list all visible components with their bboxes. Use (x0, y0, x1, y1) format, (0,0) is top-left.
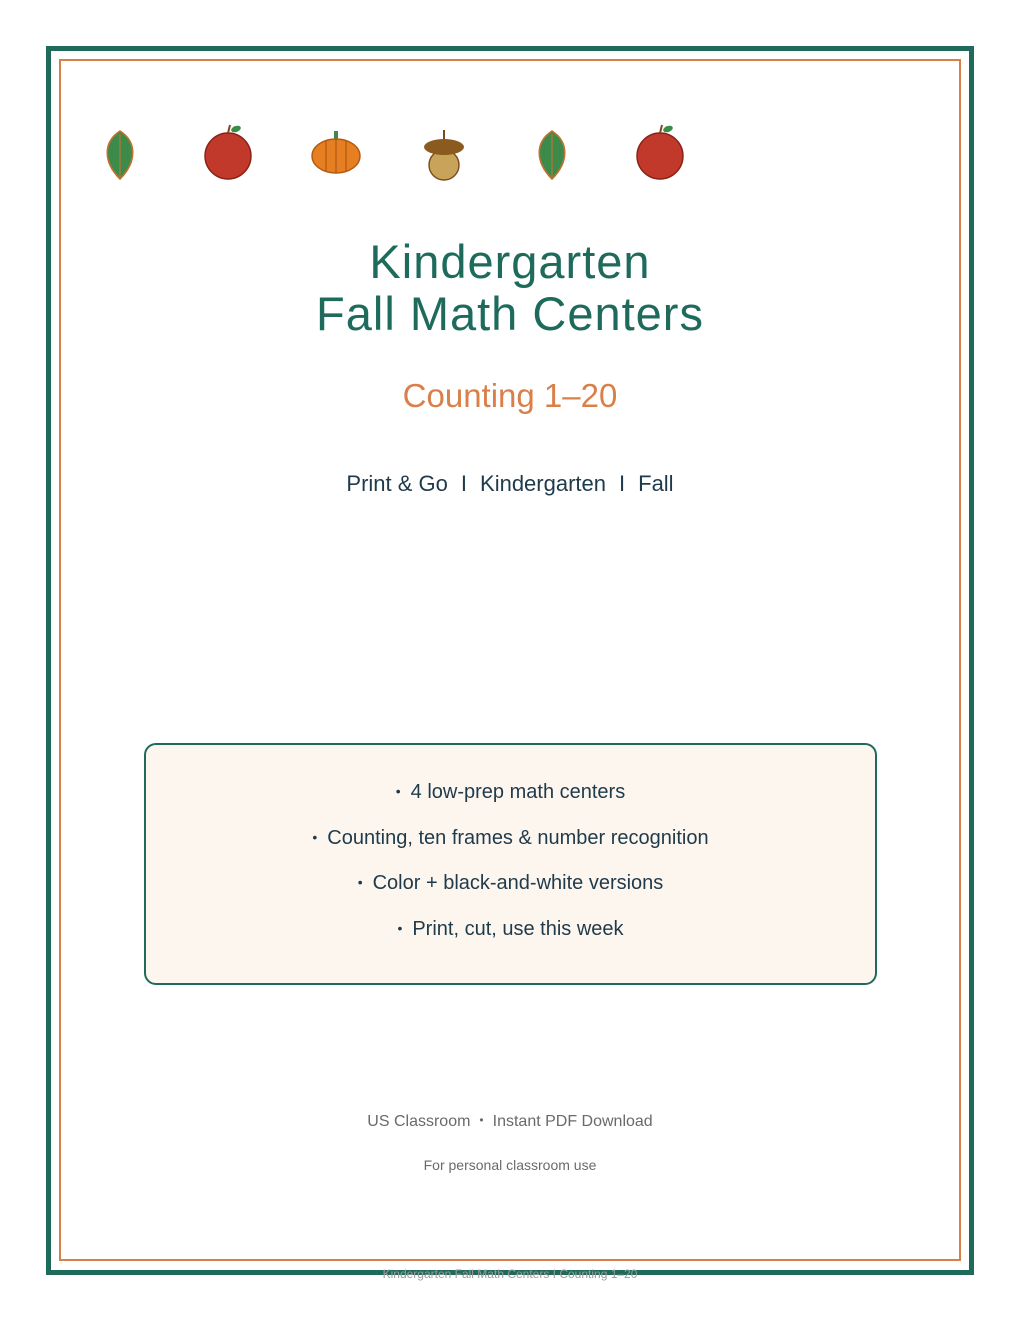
tag-line (0, 470, 1020, 498)
title-line-2: Fall Math Centers (316, 287, 704, 340)
pumpkin-icon (306, 120, 366, 184)
apple-icon (198, 120, 258, 184)
list-item (146, 779, 875, 825)
leaf-icon (90, 120, 150, 184)
bullet: • (357, 874, 363, 890)
meta-line (0, 1112, 1020, 1132)
fall-icon-row (0, 120, 1020, 190)
title-line-1: Kindergarten (369, 235, 651, 288)
leaf-icon (522, 120, 582, 184)
tag-print-and-go: Print & Go (346, 471, 448, 496)
license-note: For personal classroom use (423, 1157, 597, 1173)
feature-box (144, 743, 877, 985)
bullet: • (397, 919, 403, 936)
apple-icon (630, 120, 690, 184)
tag-separator: I (619, 471, 626, 496)
feature-list (146, 779, 875, 961)
feature-text: Color + black-and-white versions (372, 872, 664, 894)
list-item (146, 870, 875, 916)
tag-separator: I (460, 471, 468, 496)
page-footer: Kindergarten Fall Math Centers I Counting 1–20 (382, 1267, 638, 1281)
tag-fall: Fall (638, 471, 674, 496)
list-item (146, 825, 875, 871)
acorn-icon (414, 120, 474, 184)
page-title (0, 236, 1020, 340)
feature-text: Counting, ten frames & number recognition (327, 826, 709, 849)
tag-kindergarten: Kindergarten (480, 471, 606, 496)
page-subtitle: Counting 1–20 (402, 377, 618, 414)
bullet: • (312, 828, 318, 845)
meta-dot: • (479, 1113, 484, 1127)
feature-text: Print, cut, use this week (412, 917, 624, 940)
bullet: • (395, 783, 401, 799)
audience-label: US Classroom (367, 1113, 471, 1130)
delivery-label: Instant PDF Download (492, 1113, 653, 1130)
feature-text: 4 low-prep math centers (410, 781, 626, 803)
list-item (146, 916, 875, 962)
